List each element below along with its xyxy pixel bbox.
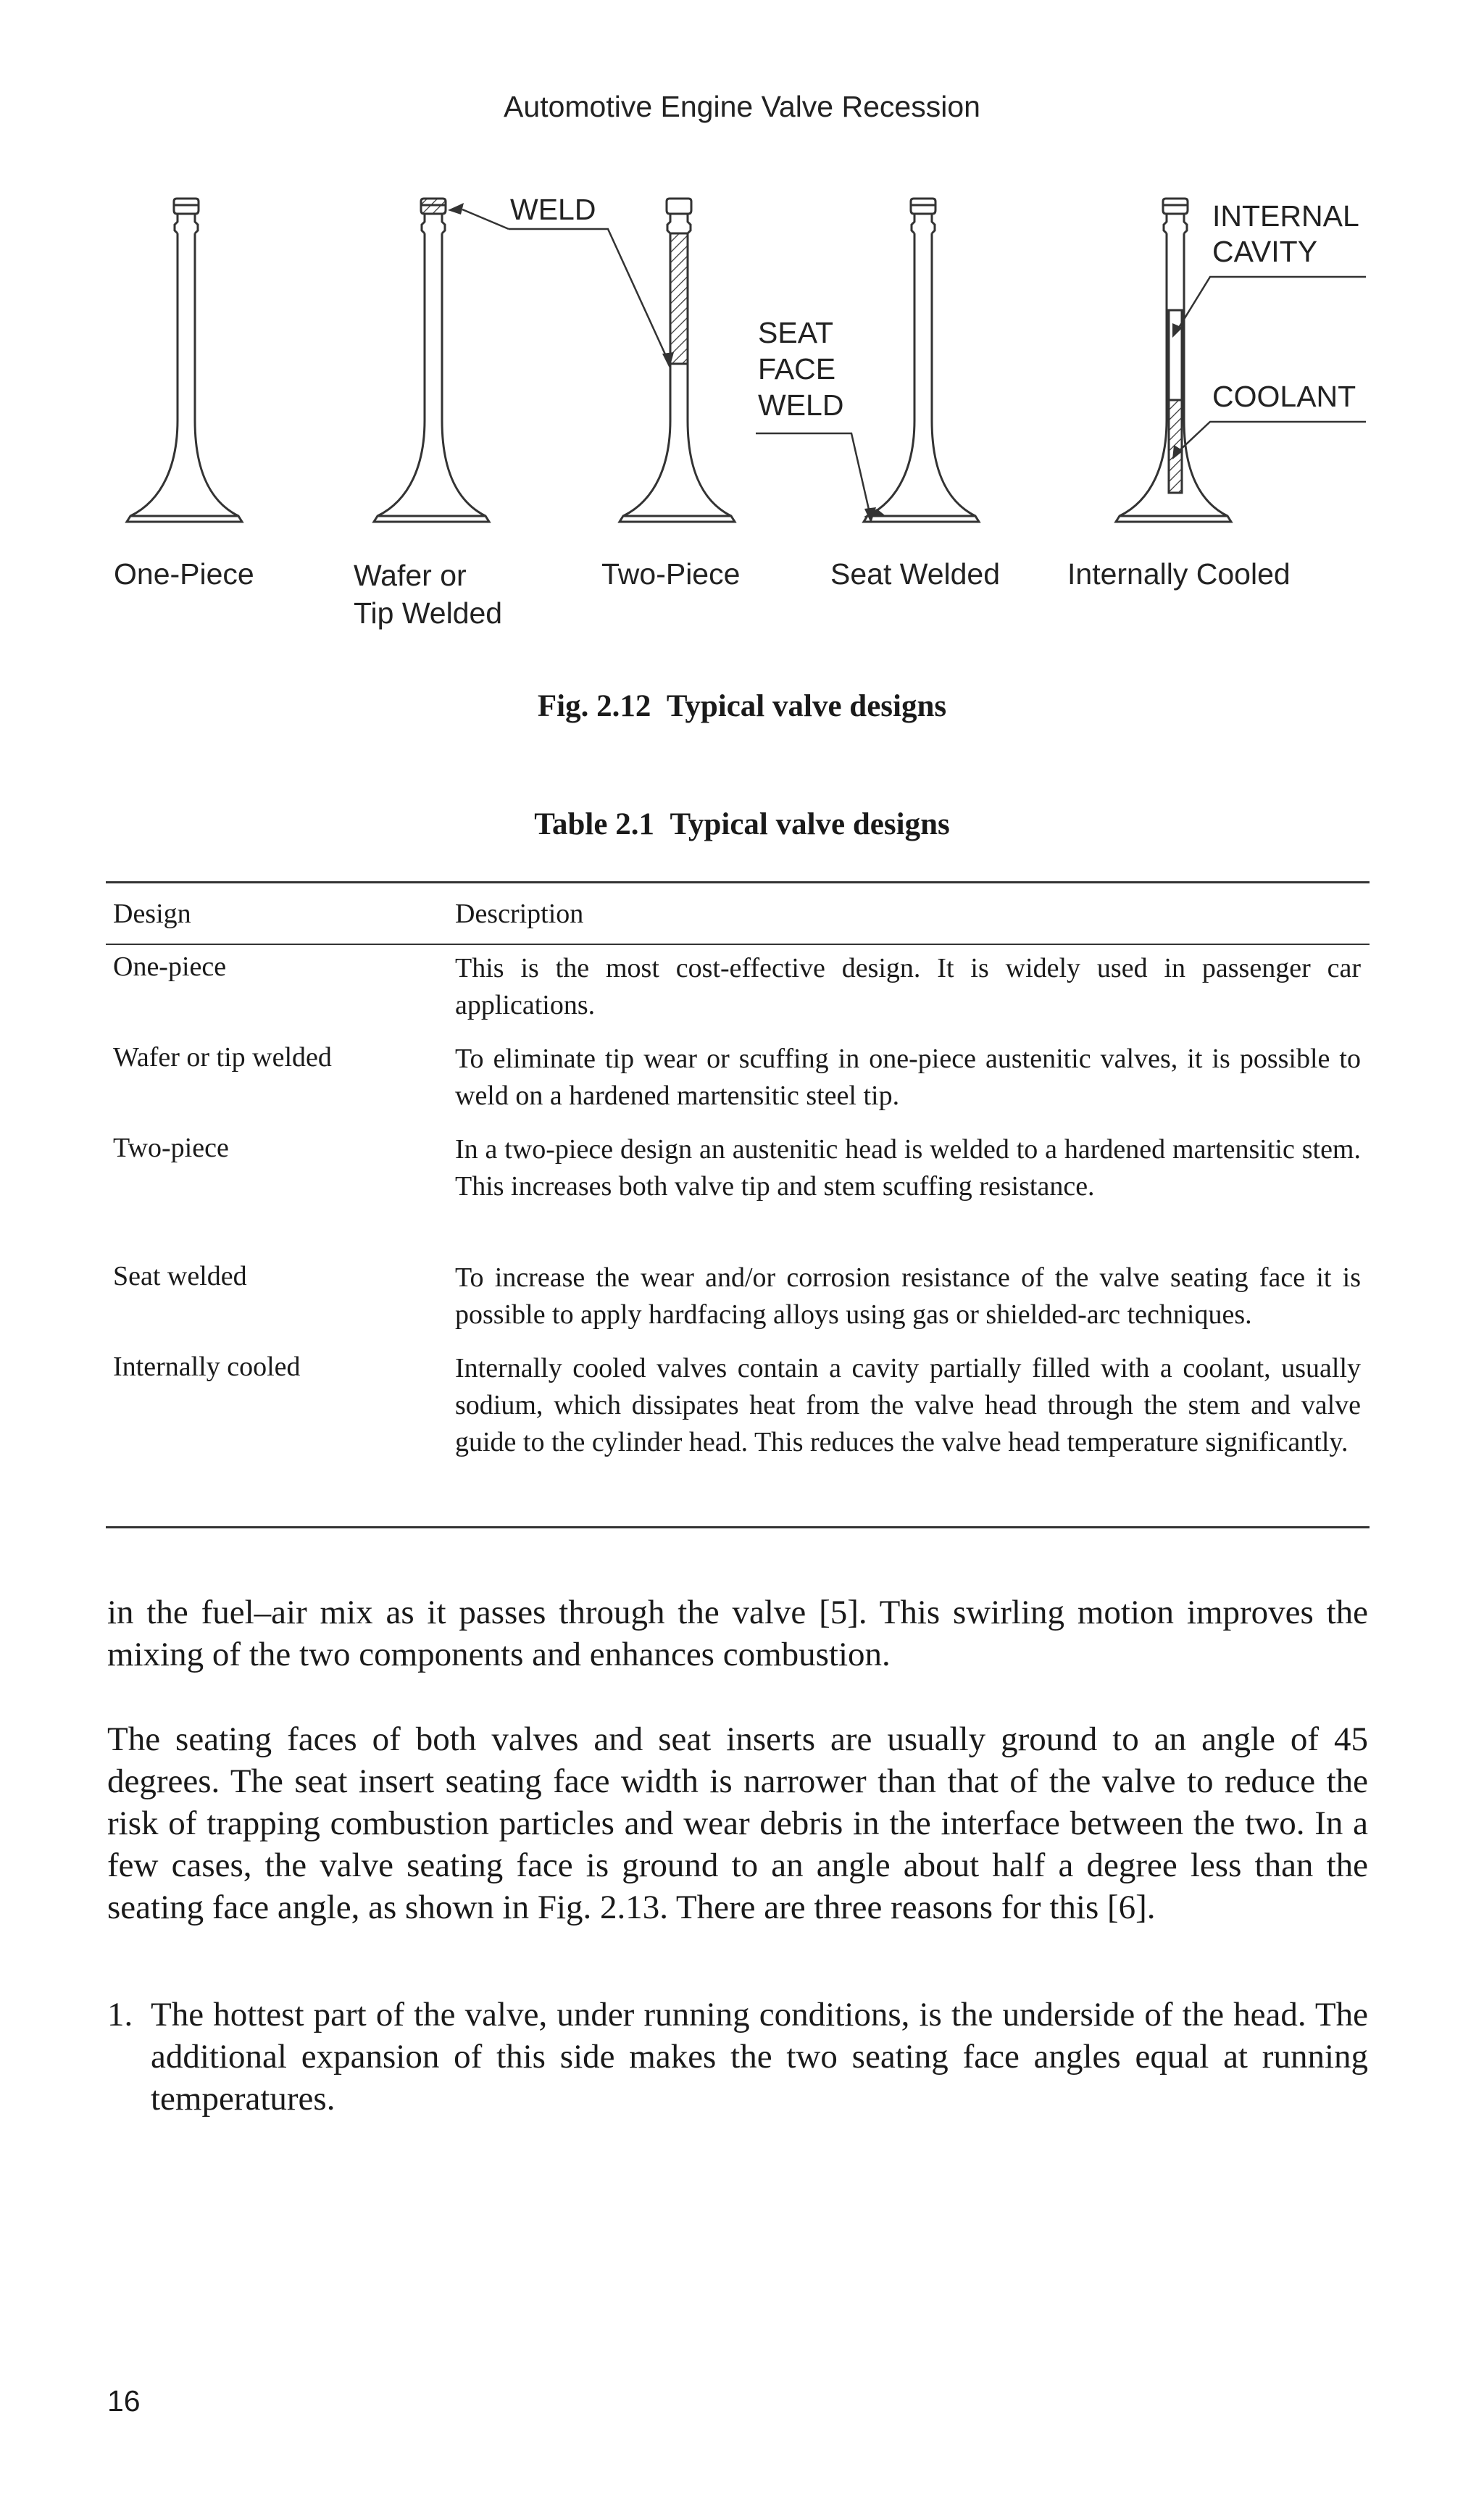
table-header-rule [106,944,1370,945]
valve-wafer-tip-welded [374,199,489,522]
table-cell-description: To increase the wear and/or corrosion resistance of the valve seating face it is possible to apply hardfacing alloys using gas or shielded-arc techniques. [455,1262,1361,1330]
internal-cavity-callout-line1: INTERNAL [1212,199,1359,233]
table-cell-description: To eliminate tip wear or scuffing in one-piece austenitic valves, it is possible to weld on a hardened martensitic steel tip. [455,1044,1361,1111]
table-cell-design: Seat welded [113,1261,247,1291]
table-cell-design: Two-piece [113,1133,229,1163]
table-header-design: Design [113,899,191,929]
valve-name-wafer-line2: Tip Welded [354,596,503,630]
seat-face-weld-callout-line3: WELD [758,388,844,422]
valve-name-wafer-line1: Wafer or [354,559,467,592]
valve-name-one-piece: One-Piece [114,557,254,591]
page-number: 16 [107,2384,141,2418]
table-caption-number: Table 2.1 [534,807,654,841]
seat-face-weld-callout-line2: FACE [758,352,836,386]
table-bottom-rule [106,1526,1370,1528]
coolant-callout: COOLANT [1212,380,1356,413]
figure-caption-number: Fig. 2.12 [537,689,651,723]
valve-two-piece [620,199,735,522]
table-cell-design: Internally cooled [113,1352,301,1382]
table-caption-title: Typical valve designs [670,807,950,841]
table-cell-description: In a two-piece design an austenitic head is welded to a hardened martensitic stem. This increases both valve tip and stem scuffing resistance. [455,1134,1361,1202]
running-header: Automotive Engine Valve Recession [504,90,980,123]
valve-name-seat-welded: Seat Welded [830,557,1001,591]
valve-seat-welded [864,199,979,522]
table-cell-design: One-piece [113,952,227,982]
list-item-number: 1. [107,1996,133,2033]
table-top-rule [106,881,1370,883]
valve-name-two-piece: Two-Piece [601,557,741,591]
table-caption [0,807,1484,842]
figure-caption-title: Typical valve designs [666,689,947,723]
table-cell-description: Internally cooled valves contain a cavity partially filled with a coolant, usually sodium, which dissipates heat from the valve head through the stem and valve guide to the cylinder head. This reduces the valve head temperature significantly. [455,1353,1361,1457]
table-cell-design: Wafer or tip welded [113,1042,332,1073]
list-item-text: The hottest part of the valve, under running conditions, is the underside of the head. The additional expansion of this side makes the two seating face angles equal at running temperatures. [151,1996,1368,2118]
internal-cavity-callout-line2: CAVITY [1212,235,1318,268]
body-paragraph: The seating faces of both valves and seat inserts are usually ground to an angle of 45 degrees. The seat insert seating face width is narrower than that of the valve to reduce the risk of trapping combustion particles and wear debris in the interface between the two. In a few cases, the valve seating face is ground to an angle about half a degree less than the seating face angle, as shown in Fig. 2.13. There are three reasons for this [6]. [107,1720,1368,1926]
figure-caption [0,688,1484,724]
table-cell-description: This is the most cost-effective design. It is widely used in passenger car applications. [455,953,1361,1020]
valve-designs-figure [0,0,1484,652]
weld-callout: WELD [510,193,596,226]
valve-one-piece [127,199,242,522]
valve-name-internally-cooled: Internally Cooled [1067,557,1291,591]
seat-face-weld-callout-line1: SEAT [758,316,834,349]
body-paragraph: in the fuel–air mix as it passes through the valve [5]. This swirling motion improves the mixing of the two components and enhances combustion. [107,1594,1368,1673]
table-header-description: Description [455,899,584,929]
